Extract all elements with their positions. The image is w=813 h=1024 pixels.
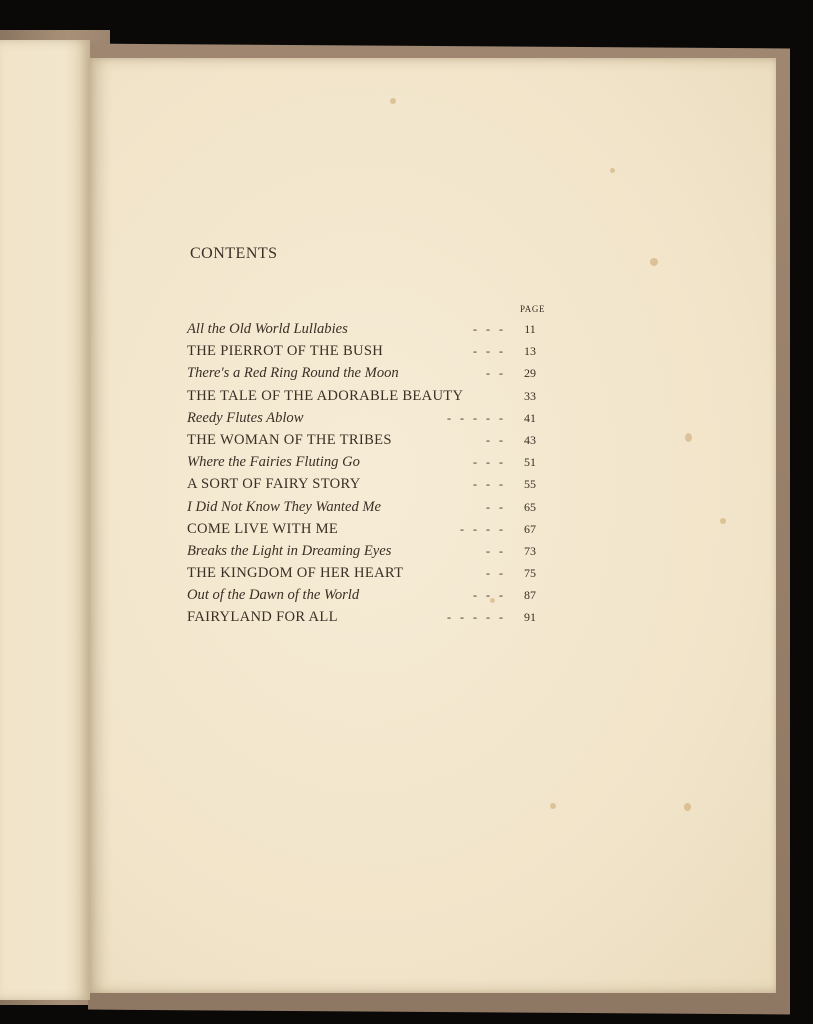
foxing-spot [610, 168, 615, 173]
toc-entry-title: THE WOMAN OF THE TRIBES [187, 431, 392, 448]
toc-entry-title: THE PIERROT OF THE BUSH [187, 343, 384, 360]
toc-leader-dashes: - - - [473, 588, 503, 603]
toc-leader-dashes: - - [486, 366, 503, 381]
toc-entry [187, 407, 552, 429]
toc-entry [187, 562, 552, 584]
toc-entry [187, 340, 552, 362]
toc-entry [187, 429, 552, 451]
toc-leader-dashes: - - [486, 432, 503, 447]
toc-entry-title: Breaks the Light in Dreaming Eyes [187, 542, 392, 559]
toc-entry [187, 473, 552, 495]
toc-leader-dashes: - - - [473, 344, 503, 359]
toc-page-number: 73 [524, 543, 536, 558]
toc-leader-dashes: - - - [473, 455, 503, 470]
toc-entry [187, 584, 552, 606]
toc-leader-dashes: - - - [473, 477, 503, 492]
toc-leader-dashes: - - - - - [447, 410, 503, 425]
toc-entry [187, 496, 552, 518]
toc-entry [187, 318, 552, 340]
toc-entry [187, 362, 552, 384]
toc-entry-title: THE KINGDOM OF HER HEART [187, 565, 404, 582]
foxing-spot [550, 803, 556, 809]
toc-page-number: 29 [524, 366, 536, 381]
toc-leader-dashes: - - - - [460, 521, 503, 536]
toc-page-number: 87 [524, 588, 536, 603]
toc-entry-title: THE TALE OF THE ADORABLE BEAUTY [187, 387, 464, 404]
toc-leader-dashes: - - - [473, 322, 503, 336]
contents-heading: CONTENTS [190, 245, 278, 262]
toc-entry [187, 540, 552, 562]
toc-leader-dashes: - - [486, 499, 503, 514]
toc-page-number: 65 [524, 499, 536, 514]
toc-entry-title: A SORT OF FAIRY STORY [187, 476, 361, 493]
toc-entry-title: I Did Not Know They Wanted Me [187, 498, 382, 515]
toc-page-number: 51 [524, 455, 536, 470]
toc-entry-title: Reedy Flutes Ablow [187, 409, 304, 426]
toc-page-number: 91 [524, 610, 536, 625]
foxing-spot [684, 803, 691, 811]
toc-leader-dashes: - - - - - [447, 610, 503, 625]
toc-entry [187, 606, 552, 628]
toc-entry [187, 518, 552, 540]
foxing-spot [390, 98, 396, 104]
toc-entry [187, 451, 552, 473]
foxing-spot [720, 518, 726, 524]
toc-leader-dashes: - - [486, 543, 503, 558]
table-of-contents [187, 318, 552, 629]
toc-page-number: 33 [524, 388, 536, 403]
toc-entry-title: All the Old World Lullabies [187, 321, 348, 337]
foxing-spot [685, 433, 692, 442]
toc-entry-title: Out of the Dawn of the World [187, 587, 360, 604]
toc-page-number: 55 [524, 477, 536, 492]
toc-entry [187, 385, 552, 407]
foxing-spot [650, 258, 658, 266]
toc-entry-title: There's a Red Ring Round the Moon [187, 365, 399, 382]
toc-page-number: 67 [524, 521, 536, 536]
page-column-header: PAGE [520, 304, 546, 314]
toc-page-number: 41 [524, 410, 536, 425]
toc-page-number: 13 [524, 344, 536, 359]
left-page [0, 40, 90, 1000]
toc-leader-dashes: - - [486, 566, 503, 581]
toc-page-number: 11 [524, 322, 536, 336]
toc-entry-title: COME LIVE WITH ME [187, 520, 339, 537]
toc-page-number: 75 [524, 566, 536, 581]
toc-page-number: 43 [524, 432, 536, 447]
toc-entry-title: Where the Fairies Fluting Go [187, 454, 360, 471]
toc-entry-title: FAIRYLAND FOR ALL [187, 609, 338, 626]
